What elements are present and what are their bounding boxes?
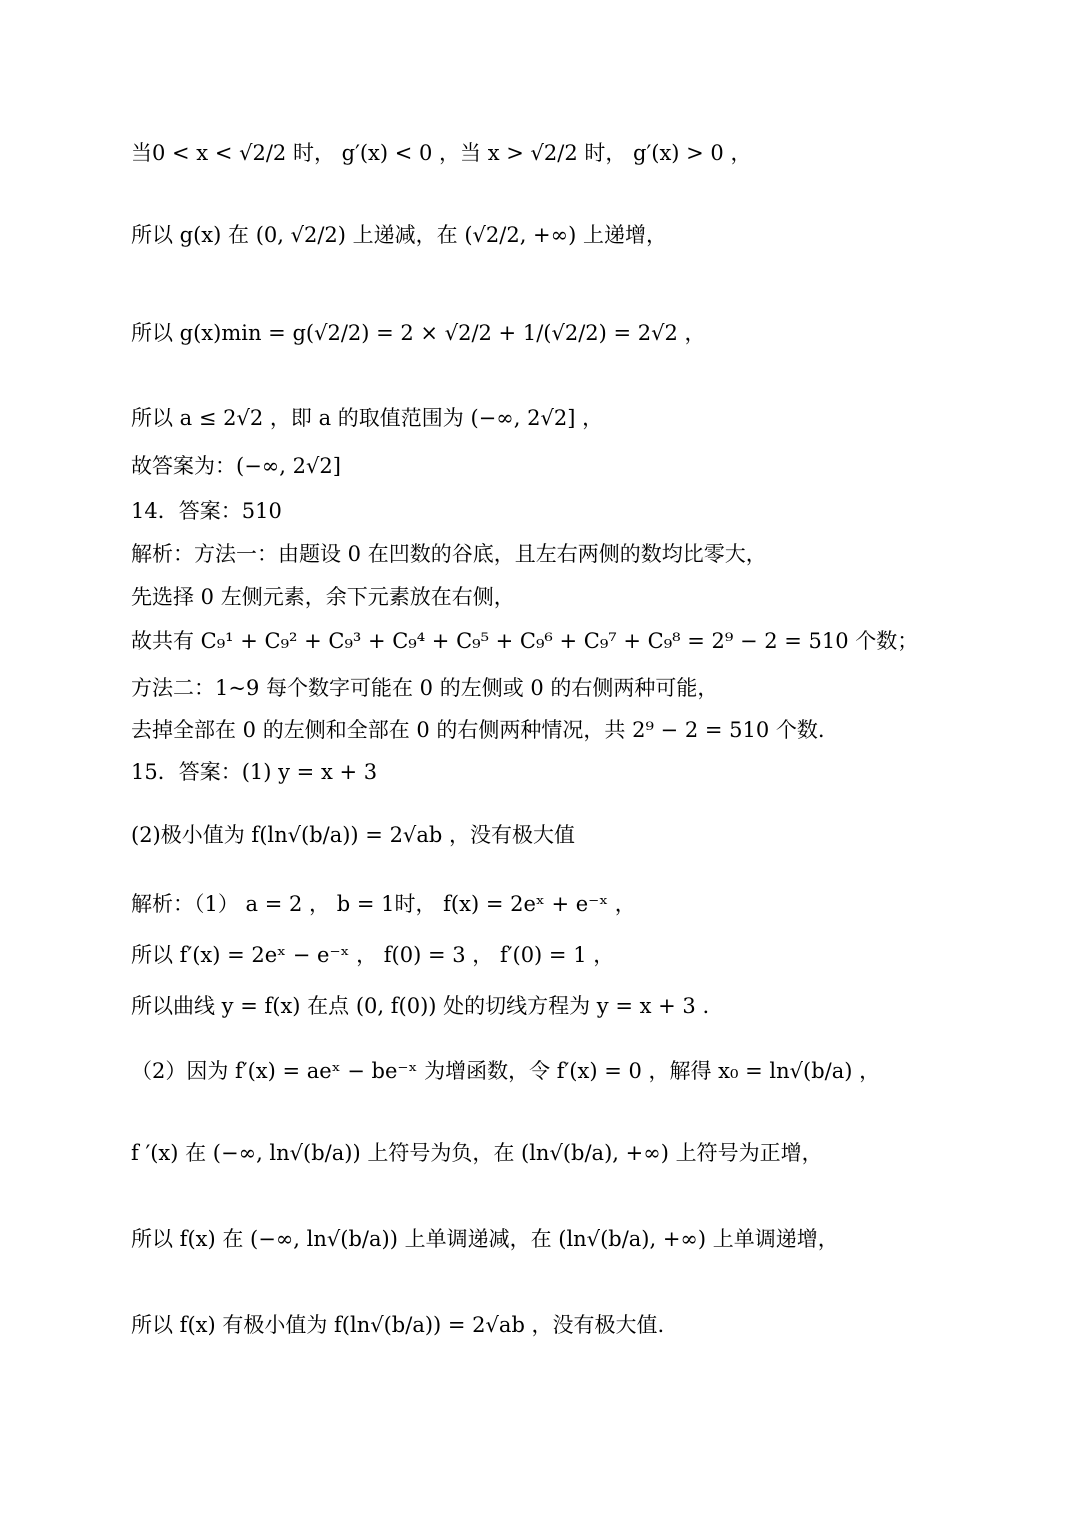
line-18: [131, 1140, 1040, 1167]
line-10: [131, 675, 1040, 702]
line-11: [131, 717, 1040, 744]
line-7: [131, 541, 1040, 568]
line-2: [131, 222, 1040, 249]
line-8: [131, 584, 1040, 611]
line-text: 解析：方法一：由题设 0 在凹数的谷底，且左右两侧的数均比零大，: [131, 542, 767, 566]
line-14: [131, 891, 1040, 918]
line-text: 解析：（1） a = 2 ， b = 1时， f(x) = 2eˣ + e⁻ˣ ，: [131, 892, 636, 916]
line-text: 所以 g(x) 在 (0, √2/2) 上递减，在 (√2/2, +∞) 上递增，: [131, 223, 668, 247]
line-17: [131, 1058, 1040, 1085]
line-text: 方法二：1~9 每个数字可能在 0 的左侧或 0 的右侧两种可能，: [131, 676, 719, 700]
line-13: [131, 822, 1040, 849]
line-3: [131, 320, 1040, 347]
line-text: 当0 < x < √2/2 时， g′(x) < 0 ，当 x > √2/2 时， g′(x) > 0 ，: [131, 141, 752, 165]
line-text: 所以 g(x)min = g(√2/2) = 2 × √2/2 + 1/(√2/2) = 2√2 ，: [131, 321, 706, 345]
line-5: [131, 453, 1040, 480]
line-text: 15．答案：(1) y = x + 3: [131, 760, 378, 784]
line-19: [131, 1226, 1040, 1253]
line-20: [131, 1312, 1040, 1339]
line-text: （2）因为 f′(x) = aeˣ − be⁻ˣ 为增函数，令 f′(x) = 0 ，解得 x₀ = ln√(b/a) ，: [131, 1059, 881, 1083]
line-text: (2)极小值为 f(ln√(b/a)) = 2√ab ，没有极大值: [131, 823, 575, 847]
line-4: [131, 405, 1040, 432]
line-12: [131, 759, 1040, 786]
line-text: 所以 f(x) 有极小值为 f(ln√(b/a)) = 2√ab ，没有极大值.: [131, 1313, 665, 1337]
line-text: f ′(x) 在 (−∞, ln√(b/a)) 上符号为负，在 (ln√(b/a), +∞) 上符号为正增，: [131, 1141, 823, 1165]
line-text: 故答案为：(−∞, 2√2]: [131, 454, 341, 478]
line-16: [131, 993, 1040, 1020]
line-9: [131, 628, 1040, 655]
line-6: [131, 498, 1040, 525]
line-15: [131, 942, 1040, 969]
line-text: 所以 a ≤ 2√2 ，即 a 的取值范围为 (−∞, 2√2] ，: [131, 406, 604, 430]
line-text: 所以曲线 y = f(x) 在点 (0, f(0)) 处的切线方程为 y = x + 3 .: [131, 994, 710, 1018]
line-text: 14．答案：510: [131, 499, 282, 523]
line-1: [131, 140, 1040, 167]
line-text: 去掉全部在 0 的左侧和全部在 0 的右侧两种情况，共 2⁹ − 2 = 510 个数.: [131, 718, 825, 742]
line-text: 所以 f(x) 在 (−∞, ln√(b/a)) 上单调递减，在 (ln√(b/a), +∞) 上单调递增，: [131, 1227, 839, 1251]
line-text: 先选择 0 左侧元素，余下元素放在右侧，: [131, 585, 515, 609]
line-text: 所以 f′(x) = 2eˣ − e⁻ˣ ， f(0) = 3 ， f′(0) = 1 ，: [131, 943, 615, 967]
line-text: 故共有 C₉¹ + C₉² + C₉³ + C₉⁴ + C₉⁵ + C₉⁶ + C₉⁷ + C₉⁸ = 2⁹ − 2 = 510 个数；: [131, 629, 919, 653]
